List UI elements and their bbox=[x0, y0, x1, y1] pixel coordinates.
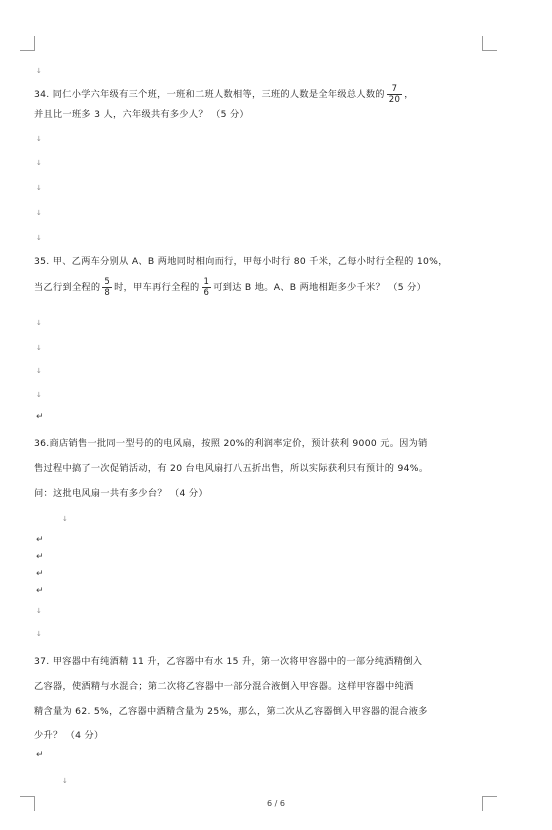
fraction-5-8: $\frac{5}{8}$ bbox=[104, 277, 111, 298]
paragraph-mark: ↓ bbox=[36, 391, 42, 399]
paragraph-mark: ↓ bbox=[36, 319, 42, 327]
crop-mark-top-right bbox=[482, 36, 497, 51]
question-36-line-2: 售过程中搞了一次促销活动，有 20 台电风扇打八五折出售，所以实际获利只有预计的 94%。 bbox=[34, 463, 429, 474]
return-mark: ↵ bbox=[36, 586, 44, 596]
return-mark: ↵ bbox=[36, 535, 44, 545]
question-34-text-1: 34. 同仁小学六年级有三个班，一班和二班人数相等，三班的人数是全年级总人数的 bbox=[34, 89, 385, 100]
question-37-line-3: 精含量为 62. 5%，乙容器中酒精含量为 25%，那么，第二次从乙容器倒入甲容器的混合液多 bbox=[34, 706, 428, 717]
return-mark: ↵ bbox=[36, 552, 44, 562]
paragraph-mark: ↓ bbox=[36, 367, 42, 375]
question-35-line-1: 35. 甲、乙两车分别从 A、B 两地同时相向而行，甲每小时行 80 千米，乙每小时行全程的 10%， bbox=[34, 256, 448, 267]
page-number: 6 / 6 bbox=[267, 799, 285, 808]
paragraph-mark: ↓ bbox=[36, 234, 42, 242]
question-36-line-3: 问：这批电风扇一共有多少台？ （4 分） bbox=[34, 488, 208, 499]
question-36-line-1: 36.商店销售一批同一型号的的电风扇，按照 20%的利润率定价，预计获利 9000 元。因为销 bbox=[34, 438, 428, 449]
paragraph-mark: ↓ bbox=[62, 515, 68, 523]
paragraph-mark: ↓ bbox=[36, 67, 42, 75]
question-34-line-1 bbox=[34, 84, 414, 105]
crop-mark-top-left bbox=[20, 36, 35, 51]
question-37-line-2: 乙容器，使酒精与水混合；第二次将乙容器中一部分混合液倒入甲容器。这样甲容器中纯酒 bbox=[34, 681, 414, 692]
return-mark: ↵ bbox=[36, 412, 44, 422]
fraction-1-6: $\frac{1}{6}$ bbox=[203, 277, 210, 298]
paragraph-mark: ↓ bbox=[36, 159, 42, 167]
question-37-line-4: 少升？ （4 分） bbox=[34, 730, 104, 741]
return-mark: ↵ bbox=[36, 750, 44, 760]
paragraph-mark: ↓ bbox=[36, 344, 42, 352]
paragraph-mark: ↓ bbox=[36, 184, 42, 192]
paragraph-mark: ↓ bbox=[36, 607, 42, 615]
paragraph-mark: ↓ bbox=[36, 630, 42, 638]
question-34-text-2: ， bbox=[404, 89, 414, 100]
fraction-7-20: $\frac{7}{20}$ bbox=[388, 84, 401, 105]
question-37-line-1: 37. 甲容器中有纯酒精 11 升，乙容器中有水 15 升，第一次将甲容器中的一部分纯酒精倒入 bbox=[34, 656, 423, 667]
paragraph-mark: ↓ bbox=[36, 135, 42, 143]
return-mark: ↵ bbox=[36, 569, 44, 579]
question-34-line-2: 并且比一班多 3 人，六年级共有多少人？ （5 分） bbox=[34, 109, 249, 120]
paragraph-mark: ↓ bbox=[62, 777, 68, 785]
question-35-line-2: 当乙行到全程的 $\frac{5}{8}$ 时，甲车再行全程的 $\frac{1}{6}$ 可到达 B 地。A、B 两地相距多少千米？ （5 分） bbox=[34, 277, 427, 298]
paragraph-mark: ↓ bbox=[36, 209, 42, 217]
